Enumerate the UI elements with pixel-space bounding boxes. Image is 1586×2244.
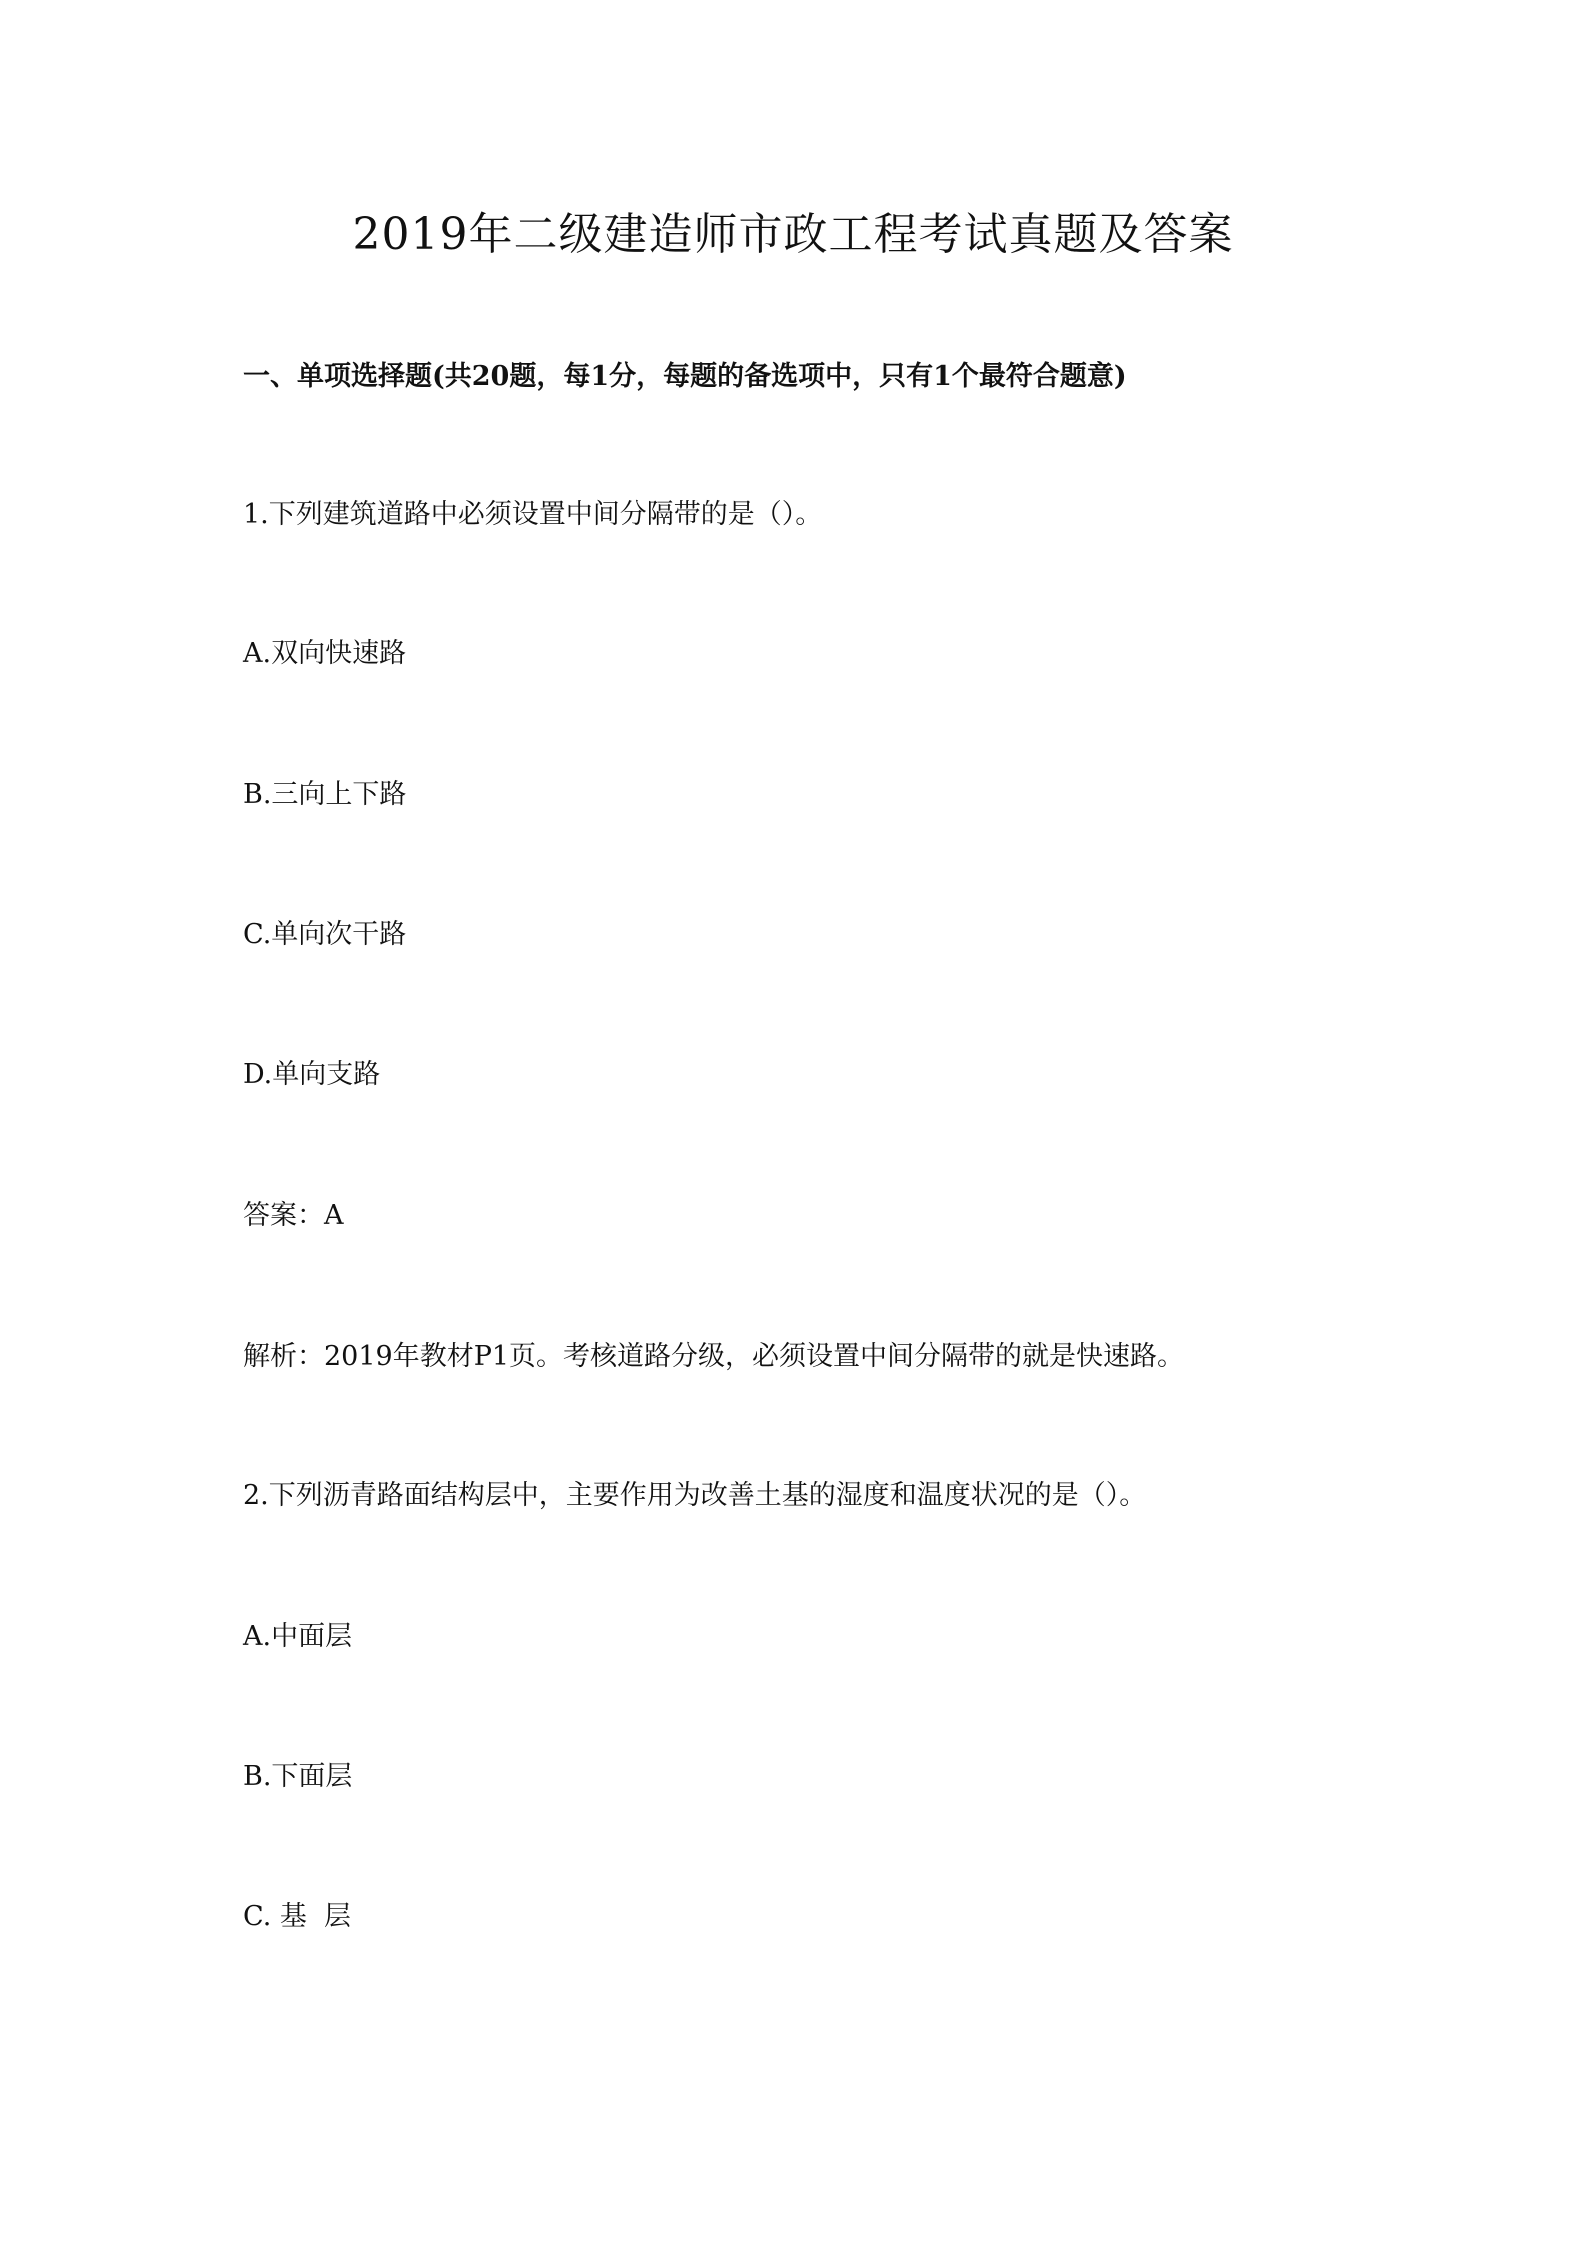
question-1-option-d: D.单向支路 — [243, 1059, 381, 1090]
page-title: 2019年二级建造师市政工程考试真题及答案 — [352, 209, 1234, 260]
question-1-option-a: A.双向快速路 — [243, 638, 407, 669]
question-1-option-c: C.单向次干路 — [243, 919, 407, 950]
question-1-option-b: B.三向上下路 — [243, 779, 407, 810]
question-2-stem: 2.下列沥青路面结构层中，主要作用为改善土基的湿度和温度状况的是（）。 — [243, 1480, 1147, 1511]
question-1-answer: 答案：A — [243, 1200, 344, 1231]
section-heading: 一、单项选择题(共20题，每1分，每题的备选项中，只有1个最符合题意) — [243, 361, 1127, 392]
question-2-option-b: B.下面层 — [243, 1761, 353, 1792]
question-2-option-c: C. 基 层 — [243, 1901, 352, 1932]
question-1-analysis: 解析：2019年教材P1页。考核道路分级，必须设置中间分隔带的就是快速路。 — [243, 1341, 1185, 1372]
question-1-stem: 1.下列建筑道路中必须设置中间分隔带的是（）。 — [243, 499, 823, 530]
question-2-option-a: A.中面层 — [243, 1621, 353, 1652]
